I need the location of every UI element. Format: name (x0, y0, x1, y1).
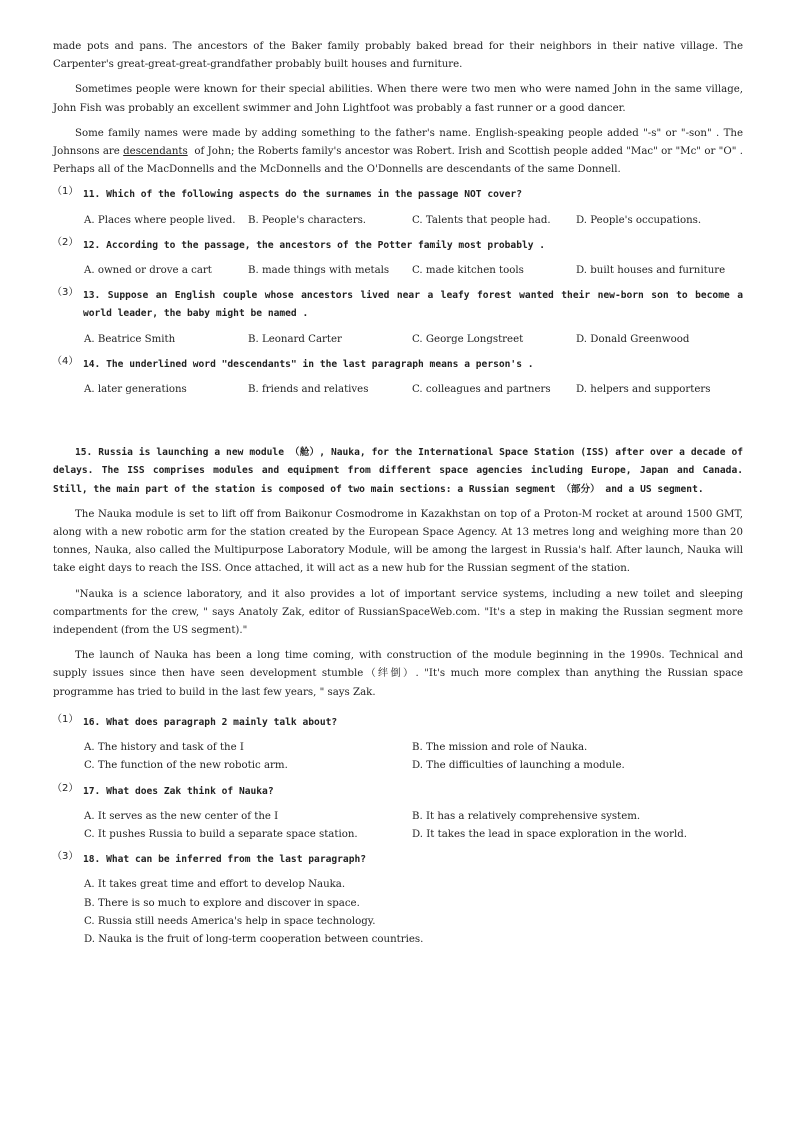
question-16 (53, 714, 743, 776)
options (84, 876, 743, 949)
question-number: （2） (52, 236, 79, 248)
question-stem: 14. The underlined word "descendants" in the last paragraph means a person's . (83, 358, 534, 370)
option-a[interactable]: A. It serves as the new center of the I (84, 810, 279, 822)
question-12 (53, 237, 743, 280)
option-d[interactable]: D. It takes the lead in space exploration in the world. (412, 828, 688, 840)
option-b[interactable]: B. It has a relatively comprehensive system. (412, 810, 641, 822)
options (84, 808, 743, 844)
option-c[interactable]: C. made kitchen tools (412, 265, 524, 277)
option-d[interactable]: D. People's occupations. (576, 214, 702, 226)
options (84, 331, 743, 349)
question-header (53, 714, 743, 732)
question-number: （4） (52, 355, 79, 367)
option-c[interactable]: C. George Longstreet (412, 333, 524, 345)
question-stem: 16. What does paragraph 2 mainly talk about? (83, 716, 338, 728)
question-header (53, 186, 743, 204)
question-number: （2） (52, 782, 79, 794)
question-header (53, 237, 743, 255)
question-14 (53, 356, 743, 399)
option-a[interactable]: A. The history and task of the I (84, 742, 244, 754)
option-b[interactable]: B. made things with metals (248, 265, 390, 277)
section-gap (53, 406, 743, 444)
option-d[interactable]: D. helpers and supporters (576, 384, 711, 396)
paragraph: made pots and pans. The ancestors of the Baker family probably baked bread for their neighbors in their native village. The Carpenter's great-great-great-grandfather probably built houses and furniture. (53, 41, 747, 71)
options (84, 212, 743, 230)
passage-intro: 15. Russia is launching a new module （舱）, Nauka, for the International Space Station (ISS) after over a decade of delays. The ISS comprises modules and equipment from different space agencies including Europe, Japan and Canada. Still, the main part of the station is composed of two main sections: a Russian segment （部分） and a US segment. (53, 447, 743, 495)
option-c[interactable]: C. The function of the new robotic arm. (84, 760, 288, 772)
question-number: （1） (52, 713, 79, 725)
text-span: Some family names were made by adding something to the father's name. English-speaking people added "-s" or "-son" . The Johnsons are (53, 127, 747, 158)
question-11 (53, 186, 743, 229)
option-a[interactable]: A. later generations (84, 384, 187, 396)
question-stem: 11. Which of the following aspects do the surnames in the passage NOT cover? (83, 189, 522, 201)
question-header (53, 356, 743, 374)
question-stem: 17. What does Zak think of Nauka? (83, 785, 274, 797)
question-13 (53, 287, 743, 349)
paragraph: "Nauka is a science laboratory, and it also provides a lot of important service systems, including a new toilet and sleeping compartments for the crew, " says Anatoly Zak, editor of RussianSpaceWeb.com. "It's a step in making the Russian segment more independent (from the US segment)." (53, 588, 747, 637)
question-header (53, 287, 743, 323)
document-page (52, 38, 747, 949)
text-span: of John; the Roberts family's ancestor was Robert. Irish and Scottish people added "Mac" or "Mc" or "O" . Perhaps all of the MacDonnells and the McDonnells and the O'Donnells are descendants of the same Donnell. (53, 146, 747, 176)
paragraph: Sometimes people were known for their special abilities. When there were two men who were named John in the same village, John Fish was probably an excellent swimmer and John Lightfoot was probably a fast runner or a good dancer. (53, 84, 747, 114)
question-number: （3） (52, 287, 79, 299)
option-d[interactable]: D. built houses and furniture (576, 265, 726, 277)
question-stem: 18. What can be inferred from the last paragraph? (83, 854, 367, 866)
options (84, 262, 743, 280)
paragraph: The launch of Nauka has been a long time coming, with construction of the module beginning in the 1990s. Technical and supply issues since then have seen development stumble（绊倒）. "It's much more complex than anything the Russian space programme has tried to build in the last few years, " says Zak. (53, 650, 747, 698)
option-a[interactable]: A. It takes great time and effort to develop Nauka. (84, 879, 346, 891)
question-number: （1） (52, 186, 79, 198)
option-d[interactable]: D. Donald Greenwood (576, 333, 690, 345)
option-d[interactable]: D. Nauka is the fruit of long-term cooperation between countries. (84, 933, 424, 945)
question-stem: 13. Suppose an English couple whose ancestors lived near a leafy forest wanted their new-born son to become a world leader, the baby might be named . (83, 290, 743, 320)
paragraph (53, 125, 747, 180)
option-c[interactable]: C. Talents that people had. (412, 214, 551, 226)
option-d[interactable]: D. The difficulties of launching a module. (412, 760, 625, 772)
underlined-word: descendants (123, 146, 188, 158)
option-c[interactable]: C. Russia still needs America's help in space technology. (84, 915, 376, 927)
question-header (53, 851, 743, 869)
option-a[interactable]: A. Beatrice Smith (84, 333, 176, 345)
option-b[interactable]: B. friends and relatives (248, 384, 369, 396)
option-c[interactable]: C. colleagues and partners (412, 384, 551, 396)
question-stem: 12. According to the passage, the ancestors of the Potter family most probably . (83, 239, 546, 251)
question-18 (53, 851, 743, 949)
option-b[interactable]: B. People's characters. (248, 214, 367, 226)
options (84, 381, 743, 399)
paragraph: The Nauka module is set to lift off from Baikonur Cosmodrome in Kazakhstan on top of a Proton-M rocket at around 1500 GMT, along with a new robotic arm for the station created by the European Space Agency. At 13 metres long and weighing more than 20 tonnes, Nauka, also called the Multipurpose Laboratory Module, will be among the largest in Russia's half. After launch, Nauka will take eight days to reach the ISS. Once attached, it will act as a new hub for the Russian segment of the station. (53, 508, 747, 575)
option-b[interactable]: B. There is so much to explore and discover in space. (84, 897, 360, 909)
question-number: （3） (52, 851, 79, 863)
option-b[interactable]: B. The mission and role of Nauka. (412, 742, 588, 754)
question-17 (53, 783, 743, 845)
option-a[interactable]: A. Places where people lived. (84, 214, 236, 226)
option-c[interactable]: C. It pushes Russia to build a separate space station. (84, 828, 358, 840)
options (84, 739, 743, 775)
question-header (53, 783, 743, 801)
option-a[interactable]: A. owned or drove a cart (84, 265, 212, 277)
option-b[interactable]: B. Leonard Carter (248, 333, 342, 345)
